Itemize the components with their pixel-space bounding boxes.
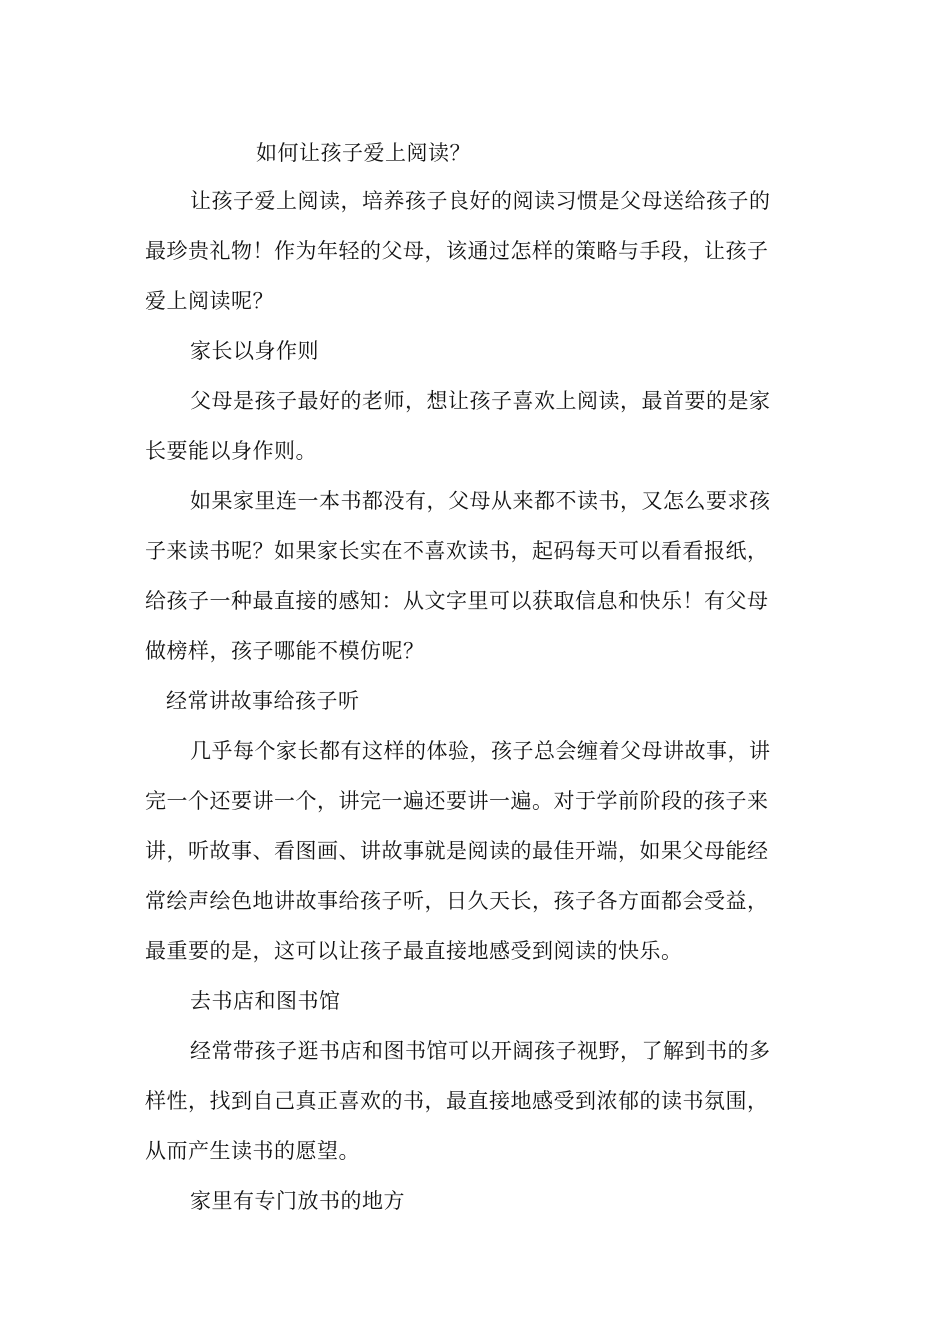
paragraph-line: 从而产生读书的愿望。: [145, 1139, 360, 1163]
paragraph-line: 长要能以身作则。: [145, 439, 317, 463]
section-heading: 家里有专门放书的地方: [190, 1189, 405, 1213]
paragraph-line: 给孩子一种最直接的感知：从文字里可以获取信息和快乐！有父母: [145, 589, 769, 613]
paragraph-line: 样性，找到自己真正喜欢的书，最直接地感受到浓郁的读书氛围，: [145, 1089, 769, 1113]
paragraph-line: 最珍贵礼物！作为年轻的父母，该通过怎样的策略与手段，让孩子: [145, 239, 769, 263]
section-heading: 去书店和图书馆: [190, 989, 341, 1013]
paragraph-line: 讲，听故事、看图画、讲故事就是阅读的最佳开端，如果父母能经: [145, 839, 769, 863]
paragraph-line: 如果家里连一本书都没有，父母从来都不读书，又怎么要求孩: [190, 489, 771, 513]
paragraph-line: 爱上阅读呢？: [145, 289, 274, 313]
section-heading: 经常讲故事给孩子听: [166, 689, 360, 713]
paragraph-line: 常绘声绘色地讲故事给孩子听，日久天长，孩子各方面都会受益，: [145, 889, 769, 913]
paragraph-line: 最重要的是，这可以让孩子最直接地感受到阅读的快乐。: [145, 939, 683, 963]
paragraph-line: 经常带孩子逛书店和图书馆可以开阔孩子视野，了解到书的多: [190, 1039, 771, 1063]
document-title: 如何让孩子爱上阅读？: [256, 141, 471, 165]
paragraph-line: 父母是孩子最好的老师，想让孩子喜欢上阅读，最首要的是家: [190, 389, 771, 413]
paragraph-line: 让孩子爱上阅读，培养孩子良好的阅读习惯是父母送给孩子的: [190, 189, 771, 213]
paragraph-line: 几乎每个家长都有这样的体验，孩子总会缠着父母讲故事，讲: [190, 739, 771, 763]
paragraph-line: 子来读书呢？如果家长实在不喜欢读书，起码每天可以看看报纸，: [145, 539, 769, 563]
paragraph-line: 完一个还要讲一个，讲完一遍还要讲一遍。对于学前阶段的孩子来: [145, 789, 769, 813]
section-heading: 家长以身作则: [190, 339, 319, 363]
paragraph-line: 做榜样，孩子哪能不模仿呢？: [145, 639, 425, 663]
